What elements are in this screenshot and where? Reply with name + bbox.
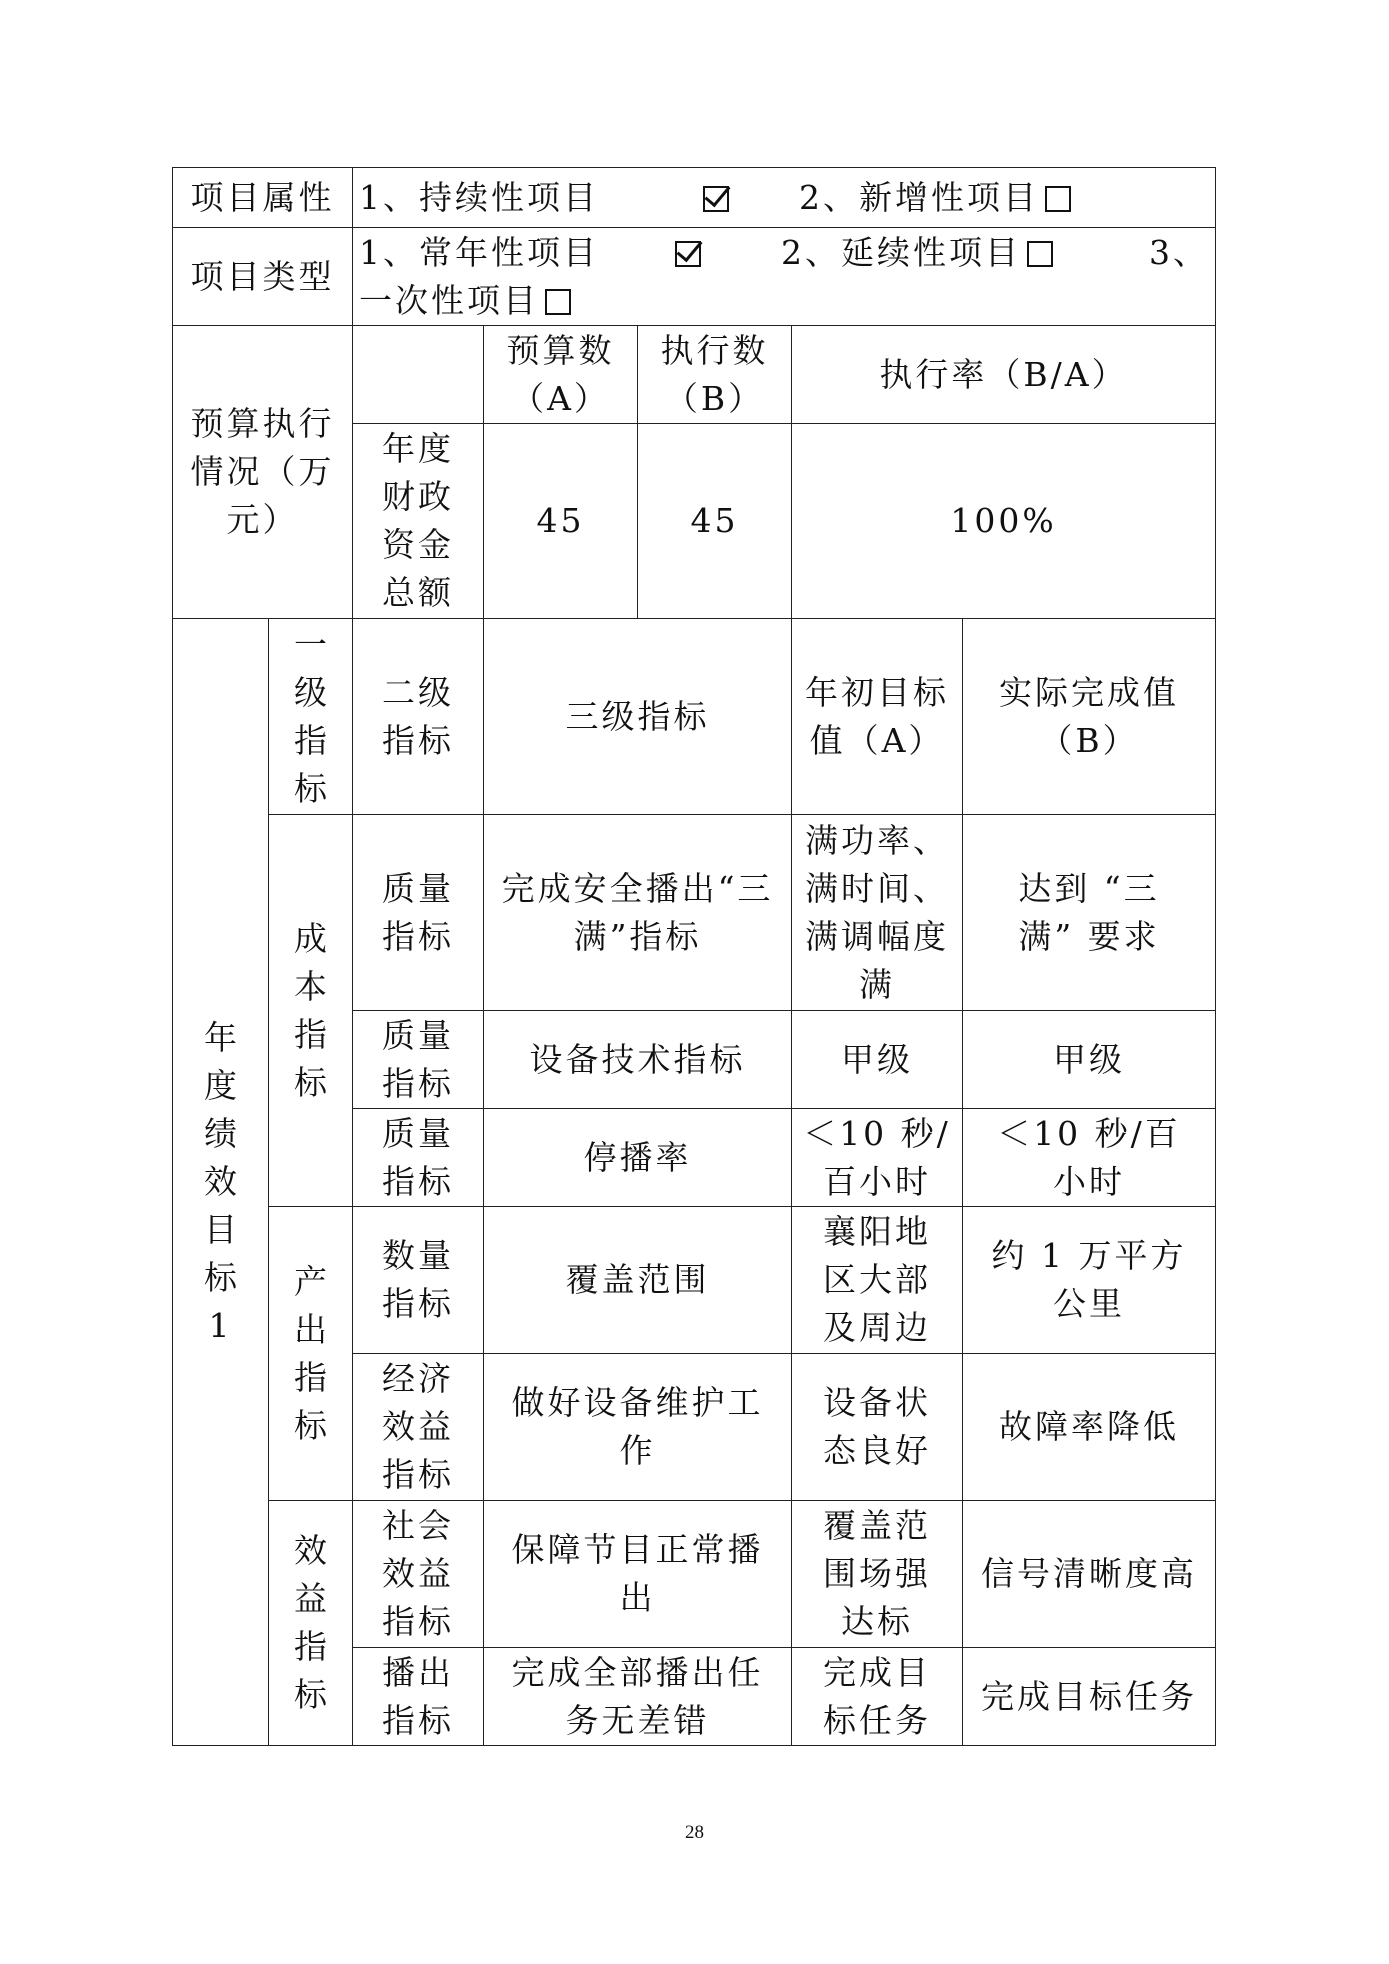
performance-table [172, 167, 1216, 1746]
level1-label: 产出指标 [294, 1261, 330, 1445]
target-cell: 甲级 [792, 1011, 963, 1109]
checkbox-empty-icon[interactable] [1027, 241, 1053, 267]
actual-cell: ＜10 秒/百小时 [963, 1109, 1216, 1207]
level1-label: 成本指标 [294, 918, 330, 1102]
budget-a-value: 45 [484, 424, 638, 619]
target-cell: 襄阳地区大部及周边 [792, 1207, 963, 1354]
level3-cell: 设备技术指标 [484, 1011, 792, 1109]
checkbox-empty-icon[interactable] [545, 289, 571, 315]
perf-header-actual: 实际完成值（B） [963, 619, 1216, 815]
level2-cell: 经济效益指标 [353, 1354, 484, 1501]
type-option-annual-label: 1、常年性项目 [359, 232, 599, 272]
perf-header-level1-cell [269, 619, 353, 815]
project-attr-options [353, 168, 1216, 228]
level2-cell: 社会效益指标 [353, 1501, 484, 1648]
perf-header-target: 年初目标值（A） [792, 619, 963, 815]
level1-cell [269, 815, 353, 1207]
level3-cell: 做好设备维护工作 [484, 1354, 792, 1501]
budget-rate-value: 100% [792, 424, 1216, 619]
budget-label: 预算执行情况（万元） [173, 326, 353, 619]
table-row [173, 815, 1216, 1011]
budget-b-value: 45 [638, 424, 792, 619]
budget-row-label: 年度财政资金总额 [353, 424, 484, 619]
budget-empty-cell [353, 326, 484, 424]
level2-cell: 数量指标 [353, 1207, 484, 1354]
target-cell: 覆盖范围场强达标 [792, 1501, 963, 1648]
perf-label-cell [173, 619, 269, 1746]
target-cell: 设备状态良好 [792, 1354, 963, 1501]
budget-col-b: 执行数（B） [638, 326, 792, 424]
perf-header-level3: 三级指标 [484, 619, 792, 815]
level3-cell: 保障节目正常播出 [484, 1501, 792, 1648]
level2-cell: 质量指标 [353, 1109, 484, 1207]
target-cell: ＜10 秒/百小时 [792, 1109, 963, 1207]
perf-header-level2: 二级指标 [353, 619, 484, 815]
actual-cell: 完成目标任务 [963, 1648, 1216, 1746]
actual-cell: 达到 “三满” 要求 [963, 815, 1216, 1011]
table-row [173, 1207, 1216, 1354]
project-type-label: 项目类型 [173, 228, 353, 326]
level2-cell: 质量指标 [353, 815, 484, 1011]
level2-cell: 播出指标 [353, 1648, 484, 1746]
checkbox-checked-icon[interactable] [675, 241, 701, 267]
actual-cell: 信号清晰度高 [963, 1501, 1216, 1648]
perf-label: 年度绩效目标1 [204, 1018, 240, 1345]
actual-cell: 甲级 [963, 1011, 1216, 1109]
page-number: 28 [685, 1822, 704, 1843]
attr-option-new-label: 2、新增性项目 [799, 177, 1039, 217]
checkbox-empty-icon[interactable] [1045, 186, 1071, 212]
actual-cell: 故障率降低 [963, 1354, 1216, 1501]
actual-cell: 约 1 万平方公里 [963, 1207, 1216, 1354]
perf-header-level1: 一级指标 [294, 624, 330, 808]
type-option-onetime-number: 3、 [1149, 232, 1209, 272]
target-cell: 完成目标任务 [792, 1648, 963, 1746]
budget-col-rate: 执行率（B/A） [792, 326, 1216, 424]
level3-cell: 停播率 [484, 1109, 792, 1207]
level1-label: 效益指标 [294, 1531, 330, 1714]
project-attr-label: 项目属性 [173, 168, 353, 228]
type-option-extended-label: 2、延续性项目 [781, 232, 1021, 272]
level3-cell: 覆盖范围 [484, 1207, 792, 1354]
level1-cell [269, 1501, 353, 1746]
project-type-row [173, 228, 1216, 326]
type-option-onetime-label: 一次性项目 [359, 280, 539, 320]
level3-cell: 完成安全播出“三满”指标 [484, 815, 792, 1011]
attr-option-continuous-label: 1、持续性项目 [359, 177, 599, 217]
budget-header-row [173, 326, 1216, 424]
budget-col-a: 预算数（A） [484, 326, 638, 424]
target-cell: 满功率、满时间、满调幅度满 [792, 815, 963, 1011]
performance-table-sheet [172, 167, 1215, 1746]
level3-cell: 完成全部播出任务无差错 [484, 1648, 792, 1746]
project-attr-row [173, 168, 1216, 228]
project-type-options [353, 228, 1216, 326]
perf-header-row [173, 619, 1216, 815]
level1-cell [269, 1207, 353, 1501]
table-row [173, 1501, 1216, 1648]
level2-cell: 质量指标 [353, 1011, 484, 1109]
checkbox-checked-icon[interactable] [703, 186, 729, 212]
attr-option-continuous [359, 174, 697, 222]
